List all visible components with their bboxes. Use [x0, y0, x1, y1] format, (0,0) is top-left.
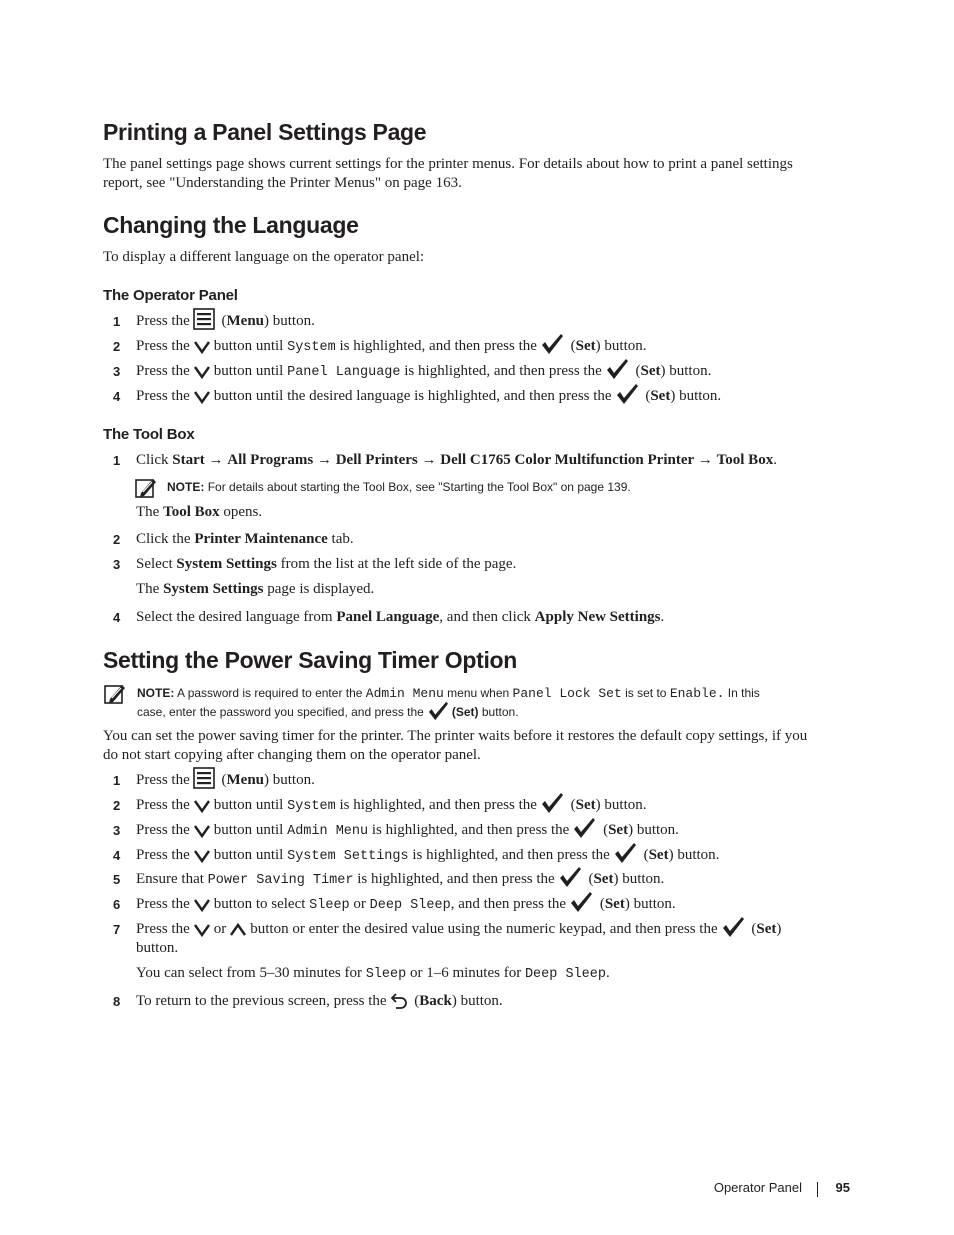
page-number: 95	[835, 1180, 850, 1195]
checkmark-icon	[721, 916, 745, 938]
checkmark-icon	[540, 792, 564, 814]
down-arrow-icon	[193, 823, 211, 839]
heading-operator-panel: The Operator Panel	[103, 287, 238, 304]
power-note: NOTE: A password is required to enter the Admin Menu menu when Panel Lock Set is set to Enable. In this case, enter the password you specified, and press the (Set) button.	[137, 686, 760, 719]
note-pencil-icon	[135, 477, 157, 499]
power-body: You can set the power saving timer for the printer. The printer waits before it restores the default copy settings, if you do not start copying after changing them on the operator panel.	[103, 728, 808, 763]
checkmark-icon	[558, 866, 582, 888]
heading-panel-settings: Printing a Panel Settings Page	[103, 119, 427, 145]
menu-icon	[193, 308, 215, 330]
tool-box-opens: The Tool Box opens.	[136, 504, 263, 520]
down-arrow-icon	[193, 798, 211, 814]
up-arrow-icon	[229, 922, 247, 938]
language-intro: To display a different language on the operator panel:	[103, 249, 425, 265]
down-arrow-icon	[193, 389, 211, 405]
down-arrow-icon	[193, 364, 211, 380]
checkmark-icon	[605, 358, 629, 380]
power-step-7: 7 Press the or button or enter the desired value using the numeric keypad, and then press the (Set) button.	[113, 920, 853, 960]
checkmark-icon	[569, 891, 593, 913]
checkmark-icon	[615, 383, 639, 405]
page-footer	[700, 1180, 852, 1198]
down-arrow-icon	[193, 339, 211, 355]
checkmark-icon	[613, 842, 637, 864]
document-page: Printing a Panel Settings Page The panel settings page shows current settings for the printer menus. For details about how to print a panel settings report, see "Understanding the Printer Menus" on page 163. Changing the Language To display a different language on the operator panel: The Operator Panel 1 Press the (Menu) button. 2 Press the button until System is highlighted, and then press the (Set) button. 3 Press the button until Panel Language is highlighted, and then press the (Set) button. 4 Press the button until the desired language is highlighted, and then press the (Set) button. The Tool Box 1 Click Start → All Programs → Dell Printers → Dell C1765 Color Multifunction Printer → Tool Box. NOTE: For details about starting the Tool Box, see "Starting the Tool Box" on page 139. The Tool Box opens. 2 Click the Printer Maintenance tab. 3 Select System Settings from the list at the left side of the page. The System Settings page is displayed. 4 Select the desired language from Panel Language, and then click Apply New Settings. Setting the Power Saving Timer Option NOTE: A password is required to enter the Admin Menu menu when Panel Lock Set is set to Enable. In this case, enter the password you specified, and press the (Set) button. You can set the power saving timer for the printer. The printer waits before it restores the default copy settings, if you do not start copying after changing them on the operator panel. 1 Press the (Menu) button. 2 Press the button until System is highlighted, and then press the (Set) button. 3 Press the button until Admin Menu is highlighted, and then press the (Set) button. 4 Press the button until System Settings is highlighted, and then press the (Set) button. 5 Ensure that Power Saving Timer is highlighted, and then press the (Set) button. 6 Press the button to select Sleep or Deep Sleep, and then press the (Set) button. 7 Press the or button or enter the desired value using the numeric keypad, and then press the (Set) button. You can select from 5–30 minutes for Sleep or 1–6 minutes for Deep Sleep. 8 To return to the previous screen, press the (Back) button. Operator Panel 95	[0, 0, 954, 1235]
down-arrow-icon	[193, 922, 211, 938]
tool-box-note: NOTE: For details about starting the Tool Box, see "Starting the Tool Box" on page 139.	[167, 480, 631, 494]
down-arrow-icon	[193, 848, 211, 864]
panel-settings-body: The panel settings page shows current settings for the printer menus. For details about how to print a panel settings report, see "Understanding the Printer Menus" on page 163.	[103, 156, 793, 191]
heading-tool-box: The Tool Box	[103, 426, 195, 443]
footer-divider	[817, 1182, 818, 1197]
checkmark-icon	[427, 701, 449, 721]
heading-changing-language: Changing the Language	[103, 212, 359, 238]
sleep-range-info: You can select from 5–30 minutes for Sleep or 1–6 minutes for Deep Sleep.	[136, 965, 610, 982]
system-settings-displayed: The System Settings page is displayed.	[136, 581, 375, 597]
checkmark-icon	[572, 817, 596, 839]
heading-power-saving: Setting the Power Saving Timer Option	[103, 647, 518, 673]
footer-section-name: Operator Panel	[713, 1180, 802, 1195]
back-icon	[390, 991, 408, 1009]
note-pencil-icon	[104, 683, 126, 705]
checkmark-icon	[540, 333, 564, 355]
menu-icon	[193, 767, 215, 789]
down-arrow-icon	[193, 897, 211, 913]
